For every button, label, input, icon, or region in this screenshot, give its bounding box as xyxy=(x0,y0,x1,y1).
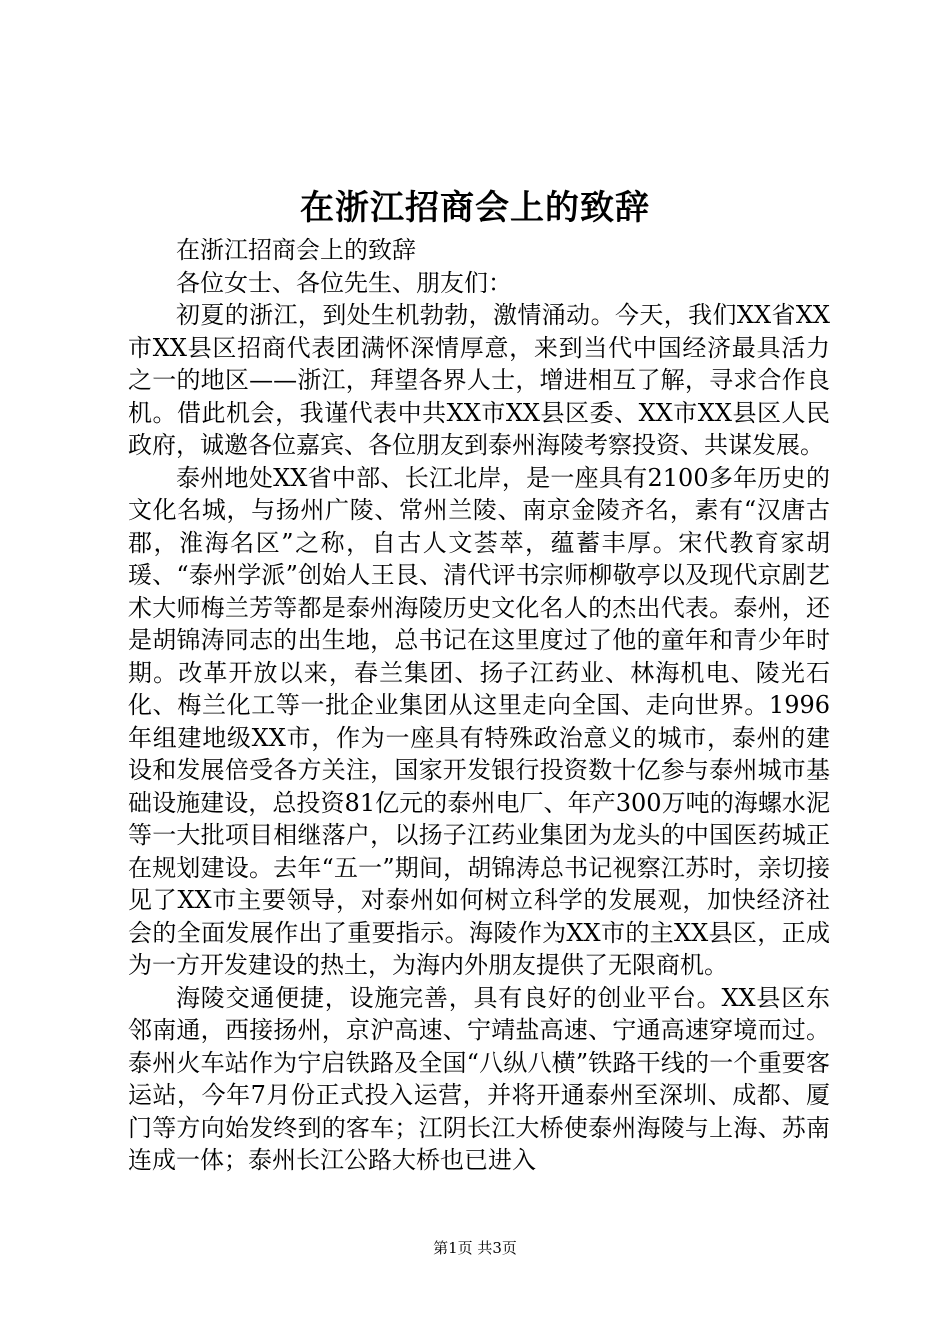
paragraph-heading: 在浙江招商会上的致辞 xyxy=(176,236,416,264)
paragraph: 海陵交通便捷，设施完善，具有良好的创业平台。XX县区东邻南通，西接扬州，京沪高速、宁靖盐高速、宁通高速穿境而过。泰州火车站作为宁启铁路及全国“八纵八横”铁路干线的一个重要客运站，今年7月份正式投入运营，并将开通泰州至深圳、成都、厦门等方向始发终到的客车；江阴长江大桥使泰州海陵与上海、苏南连成一体；泰州长江公路大桥也已进入 xyxy=(128,983,830,1174)
page-number-footer: 第1页 共3页 xyxy=(433,1239,517,1257)
paragraph-salutation: 各位女士、各位先生、朋友们： xyxy=(176,268,512,297)
document-title: 在浙江招商会上的致辞 xyxy=(300,188,650,228)
paragraph: 泰州地处XX省中部、长江北岸，是一座具有2100多年历史的文化名城，与扬州广陵、常州兰陵、南京金陵齐名，素有“汉唐古郡，淮海名区”之称，自古人文荟萃，蕴蓄丰厚。宋代教育家胡瑗、“泰州学派”创始人王艮、清代评书宗师柳敬亭以及现代京剧艺术大师梅兰芳等都是泰州海陵历史文化名人的杰出代表。泰州，还是胡锦涛同志的出生地，总书记在这里度过了他的童年和青少年时期。改革开放以来，春兰集团、扬子江药业、林海机电、陵光石化、梅兰化工等一批企业集团从这里走向全国、走向世界。1996年组建地级XX市，作为一座具有特殊政治意义的城市，泰州的建设和发展倍受各方关注，国家开发银行投资数十亿参与泰州城市基础设施建设，总投资81亿元的泰州电厂、年产300万吨的海螺水泥等一大批项目相继落户，以扬子江药业集团为龙头的中国医药城正在规划建设。去年“五一”期间，胡锦涛总书记视察江苏时，亲切接见了XX市主要领导，对泰州如何树立科学的发展观，加快经济社会的全面发展作出了重要指示。海陵作为XX市的主XX县区，正成为一方开发建设的热土，为海内外朋友提供了无限商机。 xyxy=(128,463,830,979)
document-body xyxy=(128,234,830,1177)
paragraph: 初夏的浙江，到处生机勃勃，激情涌动。今天，我们XX省XX市XX县区招商代表团满怀深情厚意，来到当代中国经济最具活力之一的地区——浙江，拜望各界人士，增进相互了解，寻求合作良机。借此机会，我谨代表中共XX市XX县区委、XX市XX县区人民政府，诚邀各位嘉宾、各位朋友到泰州海陵考察投资、共谋发展。 xyxy=(128,301,830,459)
